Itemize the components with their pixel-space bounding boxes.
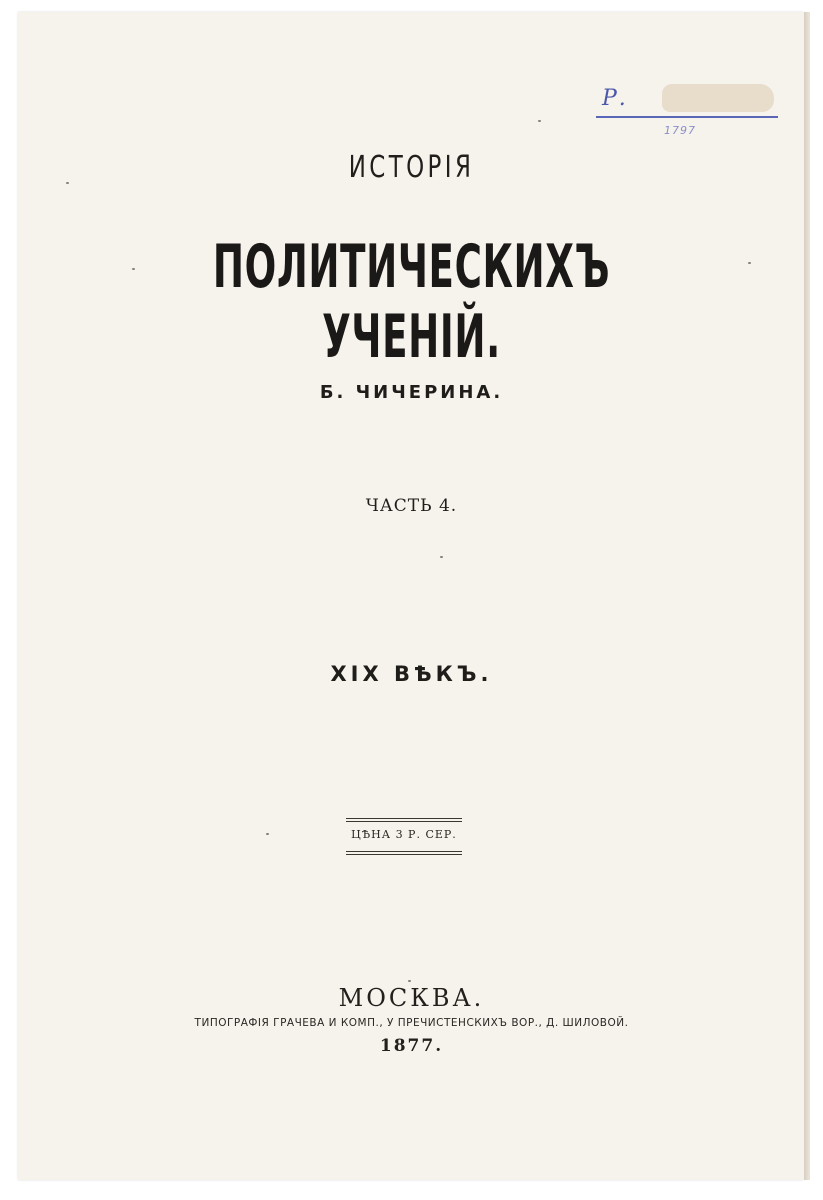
stamp-worn-patch [662,84,774,112]
stamp-underline [596,116,778,118]
paper-speck [748,262,751,264]
library-stamp [596,84,778,118]
paper-speck [132,268,135,270]
book-price: ЦѢНА 3 Р. СЕР. [351,828,457,841]
paper-speck [538,120,541,122]
price-rule-bottom-inner [346,854,462,855]
publication-year: 1877. [379,1036,444,1056]
paper-speck [66,182,69,184]
paper-speck [266,833,269,835]
printer-imprint: ТИПОГРАФІЯ ГРАЧЕВА И КОМП., У ПРЕЧИСТЕНСКИХЪ ВОР., Д. ШИЛОВОЙ. [194,1017,629,1029]
book-author: Б. ЧИЧЕРИНА. [319,382,504,403]
price-rule-bottom [346,851,462,852]
book-part: ЧАСТЬ 4. [365,496,458,516]
paper-speck [408,980,411,982]
paper-speck [440,556,443,558]
publication-city: МОСКВА. [338,984,485,1012]
book-subtitle: ИСТОРІЯ [348,150,475,185]
price-box [346,818,462,856]
stamp-mark: Р. [602,86,628,111]
stamp-number: 1797 [664,124,696,137]
book-title: ПОЛИТИЧЕСКИХЪ УЧЕНІЙ. [212,232,611,372]
book-century: XIX ВѢКЪ. [330,662,493,686]
price-rule-top [346,818,462,819]
price-rule-top-inner [346,821,462,822]
